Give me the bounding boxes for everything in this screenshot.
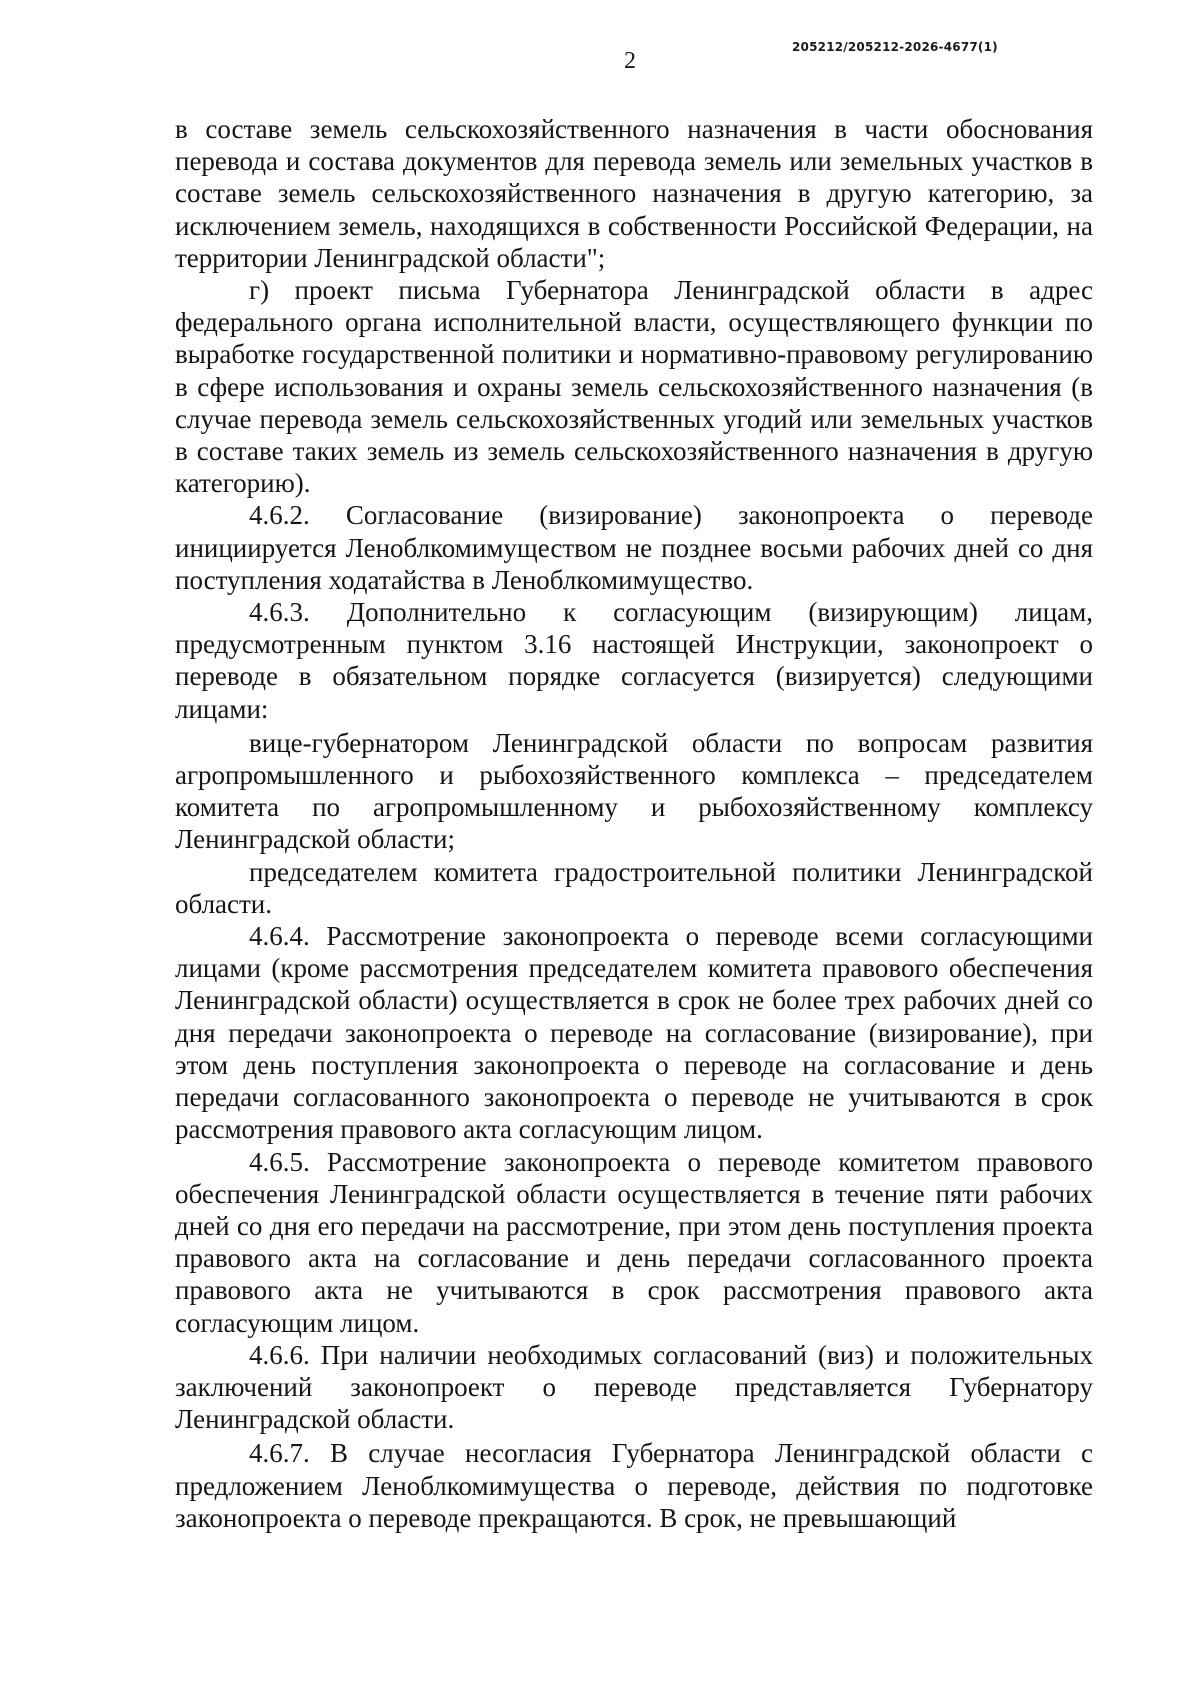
paragraph-committee-chair: председателем комитета градостроительной политики Ленинградской области. [175, 856, 1093, 919]
paragraph-item-g: г) проект письма Губернатора Ленинградской области в адрес федерального органа исполнительной власти, осуществляющего функции по выработке государственной политики и нормативно-правовому регулированию в сфере использования и охраны земель сельскохозяйственного назначения (в случае перевода земель сельскохозяйственных угодий или земельных участков в составе таких земель из земель сельскохозяйственного назначения в другую категорию). [175, 275, 1093, 499]
paragraph-4-6-7: 4.6.7. В случае несогласия Губернатора Ленинградской области с предложением Леноблкомимущества о переводе, действия по подготовке законопроекта о переводе прекращаются. В срок, не превышающий [175, 1438, 1093, 1533]
document-body [175, 113, 1093, 1534]
paragraph-4-6-3: 4.6.3. Дополнительно к согласующим (визирующим) лицам, предусмотренным пунктом 3.16 настоящей Инструкции, законопроект о переводе в обязательном порядке согласуется (визируется) следующими лицами: [175, 597, 1093, 724]
paragraph-4-6-2: 4.6.2. Согласование (визирование) законопроекта о переводе инициируется Леноблкомимуществом не позднее восьми рабочих дней со дня поступления ходатайства в Леноблкомимущество. [175, 500, 1093, 595]
paragraph-4-6-5: 4.6.5. Рассмотрение законопроекта о переводе комитетом правового обеспечения Ленинградской области осуществляется в течение пяти рабочих дней со дня его передачи на рассмотрение, при этом день поступления проекта правового акта на согласование и день передачи согласованного проекта правового акта не учитываются в срок рассмотрения правового акта согласующим лицом. [175, 1146, 1093, 1338]
paragraph-4-6-4: 4.6.4. Рассмотрение законопроекта о переводе всеми согласующими лицами (кроме рассмотрения председателем комитета правового обеспечения Ленинградской области) осуществляется в срок не более трех рабочих дней со дня передачи законопроекта о переводе на согласование (визирование), при этом день поступления законопроекта о переводе на согласование и день передачи согласованного законопроекта о переводе не учитываются в срок рассмотрения правового акта согласующим лицом. [175, 921, 1093, 1145]
document-registration-number: 205212/205212-2026-4677(1) [792, 40, 998, 54]
paragraph-vice-governor: вице-губернатором Ленинградской области по вопросам развития агропромышленного и рыбохозяйственного комплекса – председателем комитета по агропромышленному и рыбохозяйственному комплексу Ленинградской области; [175, 727, 1093, 855]
page-number: 2 [624, 48, 636, 74]
paragraph-4-6-6: 4.6.6. При наличии необходимых согласований (виз) и положительных заключений законопроект о переводе представляется Губернатору Ленинградской области. [175, 1339, 1093, 1435]
paragraph-continuation: в составе земель сельскохозяйственного назначения в части обоснования перевода и состава документов для перевода земель или земельных участков в составе земель сельскохозяйственного назначения в другую категорию, за исключением земель, находящихся в собственности Российской Федерации, на территории Ленинградской области"; [175, 114, 1093, 273]
